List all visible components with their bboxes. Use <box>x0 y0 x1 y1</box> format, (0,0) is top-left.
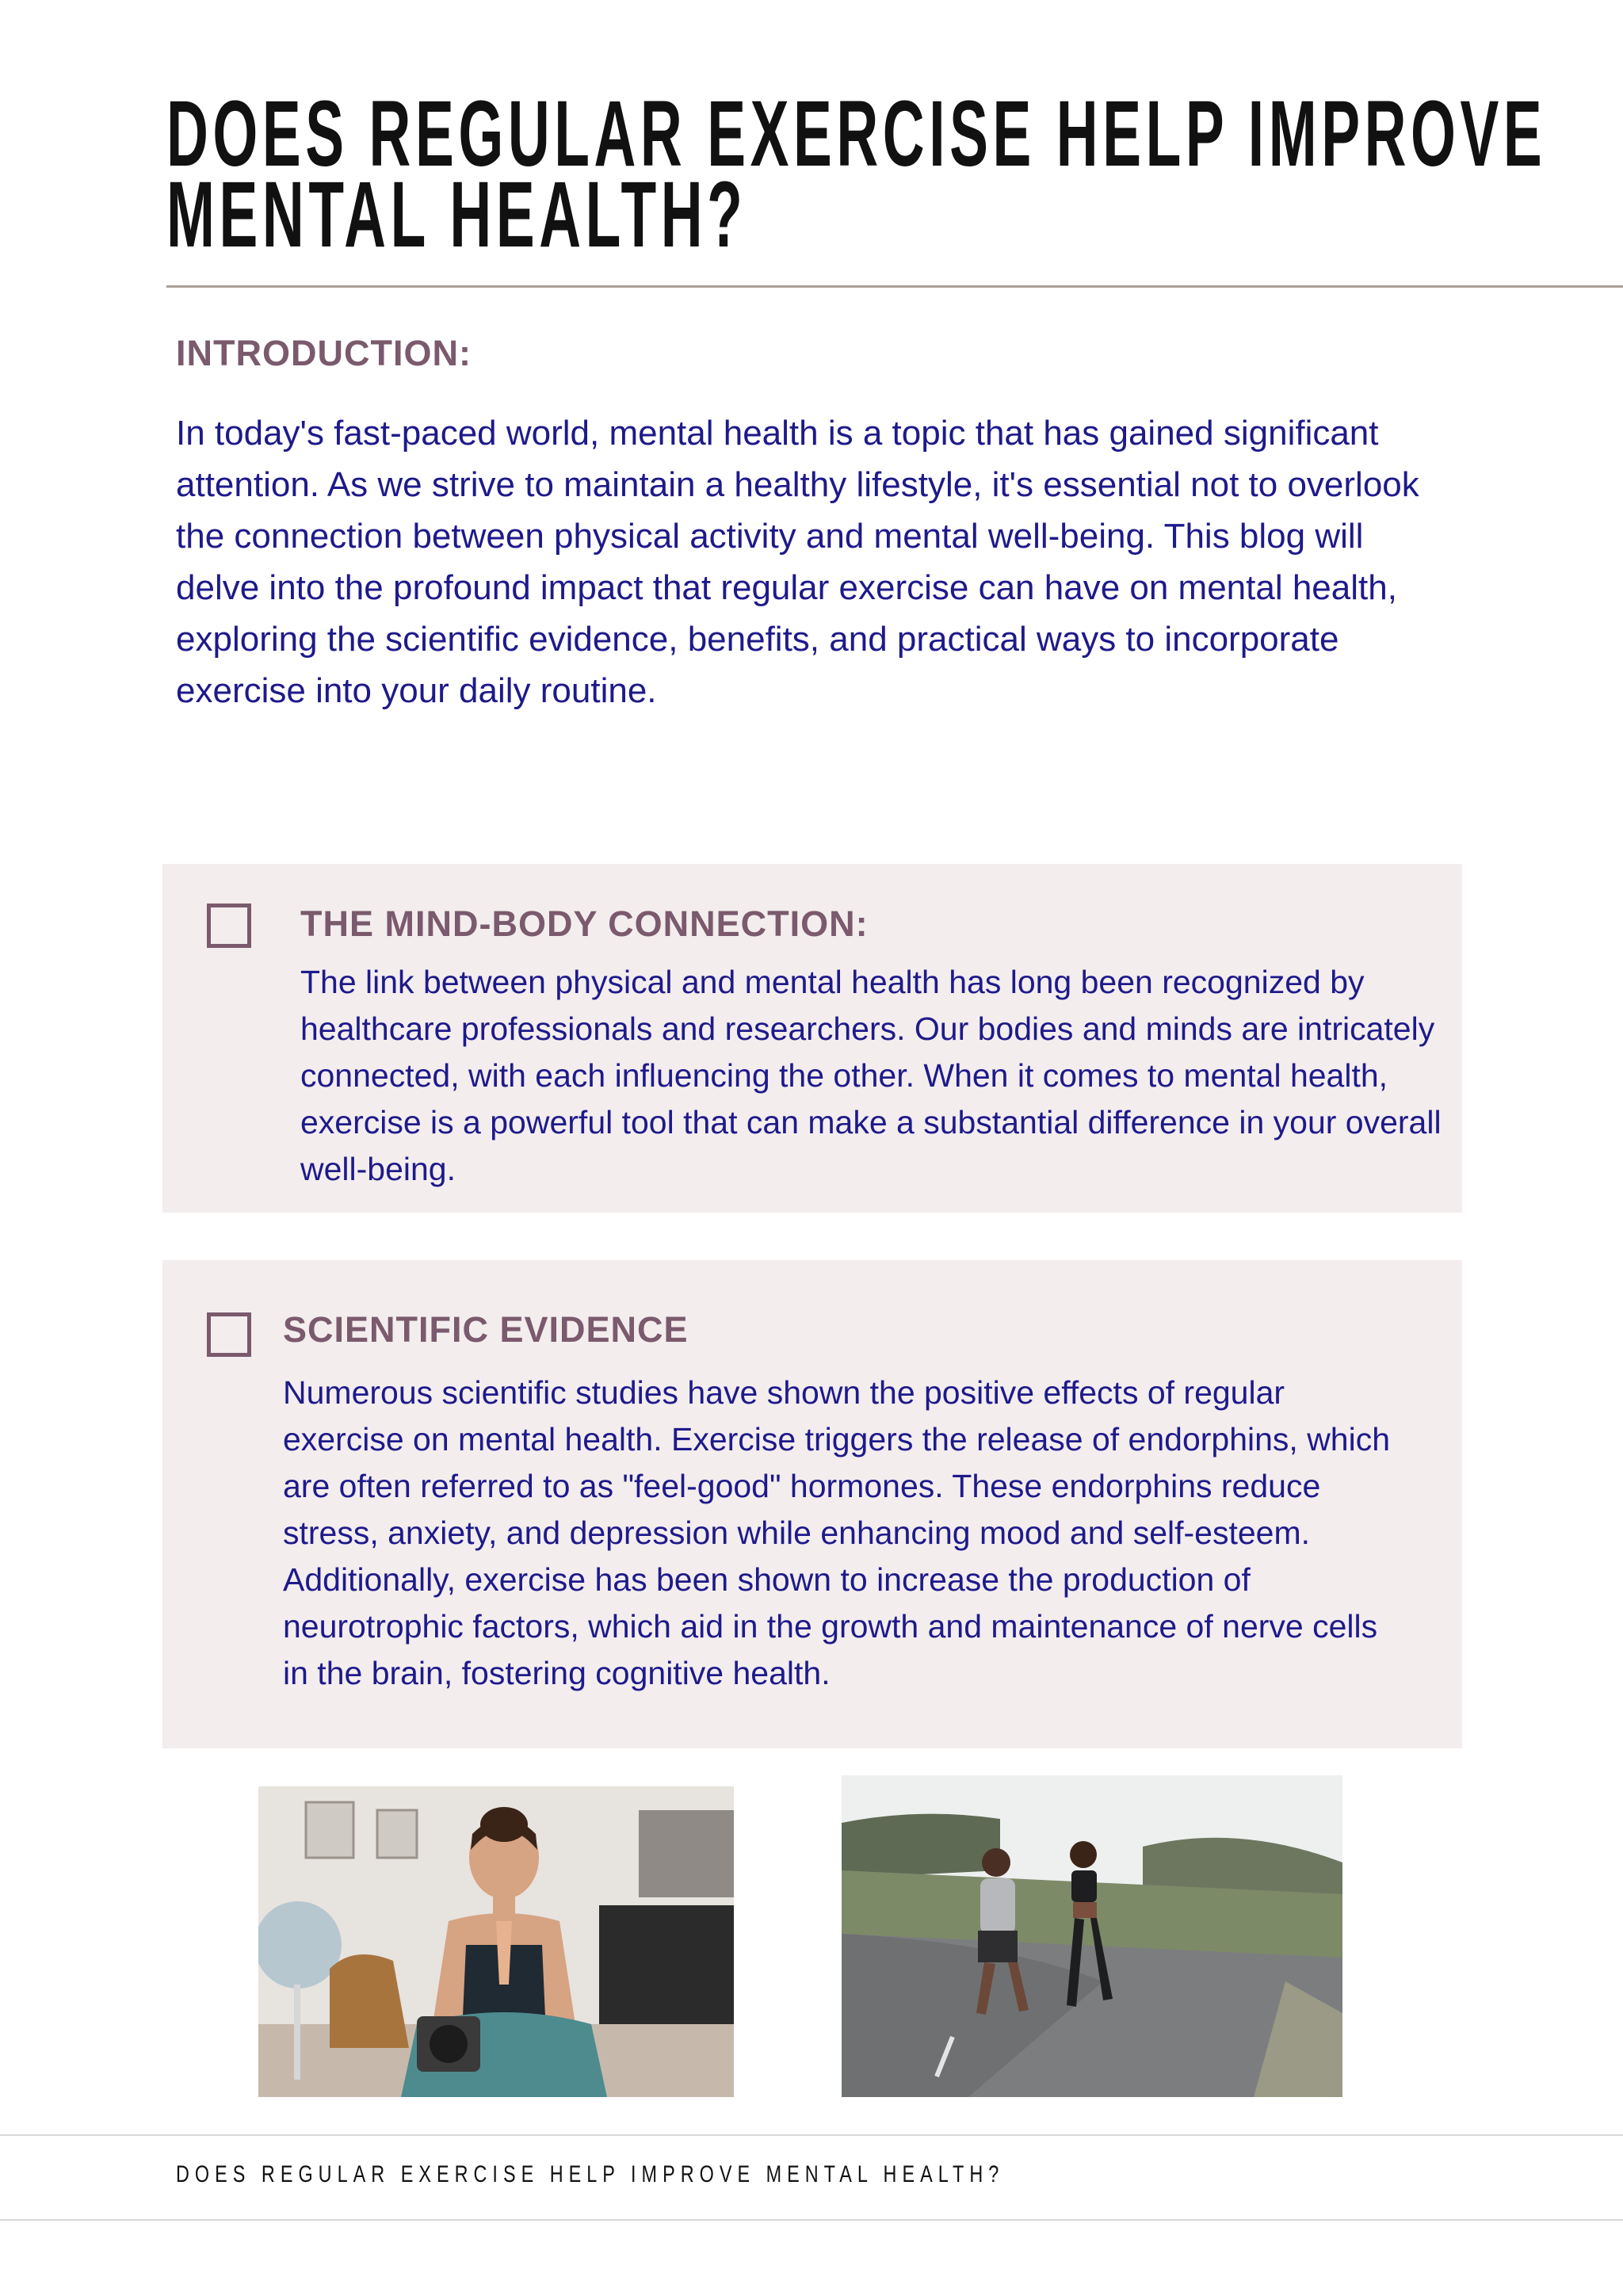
footer-top-rule <box>0 2134 1623 2136</box>
mind-body-body: The link between physical and mental health has long been recognized by healthcare professionals and researchers. Our bodies and minds are intricately connected, with each influencing the other. When it comes to mental health, exercise is a powerful tool that can make a substantial difference in your overall well-being. <box>300 964 1442 1187</box>
page-title-line-1: DOES REGULAR EXERCISE HELP IMPROVE <box>166 82 1547 186</box>
scientific-evidence-checkbox[interactable] <box>207 1312 251 1357</box>
page-title <box>166 82 1547 267</box>
scientific-evidence-heading: SCIENTIFIC EVIDENCE <box>283 1309 689 1350</box>
page-title-line-2: MENTAL HEALTH? <box>166 162 747 267</box>
running-photo-illustration <box>842 1775 1342 2097</box>
scientific-evidence-card <box>162 1260 1462 1748</box>
footer-bottom-rule <box>0 2219 1623 2221</box>
introduction-heading: INTRODUCTION: <box>176 333 472 373</box>
mind-body-checkbox[interactable] <box>207 904 251 948</box>
title-divider <box>166 285 1623 288</box>
footer-title: DOES REGULAR EXERCISE HELP IMPROVE MENTAL HEALTH? <box>176 2161 1005 2187</box>
yoga-photo-illustration <box>258 1786 734 2097</box>
yoga-photo <box>258 1786 734 2097</box>
mind-body-heading: THE MIND-BODY CONNECTION: <box>300 904 869 944</box>
running-photo <box>842 1775 1342 2097</box>
introduction-body: In today's fast-paced world, mental health is a topic that has gained significant attention. As we strive to maintain a healthy lifestyle, it's essential not to overlook the connection between physical activity and mental well-being. This blog will delve into the profound impact that regular exercise can have on mental health, exploring the scientific evidence, benefits, and practical ways to incorporate exercise into your daily routine. <box>176 414 1419 710</box>
mind-body-connection-card <box>162 864 1462 1213</box>
scientific-evidence-body: Numerous scientific studies have shown the positive effects of regular exercise on mental health. Exercise triggers the release of endorphins, which are often referred to as "feel-good" hormones. These endorphins reduce stress, anxiety, and depression while enhancing mood and self-esteem. Additionally, exercise has been shown to increase the production of neurotrophic factors, which aid in the growth and maintenance of nerve cells in the brain, fostering cognitive health. <box>283 1374 1391 1691</box>
